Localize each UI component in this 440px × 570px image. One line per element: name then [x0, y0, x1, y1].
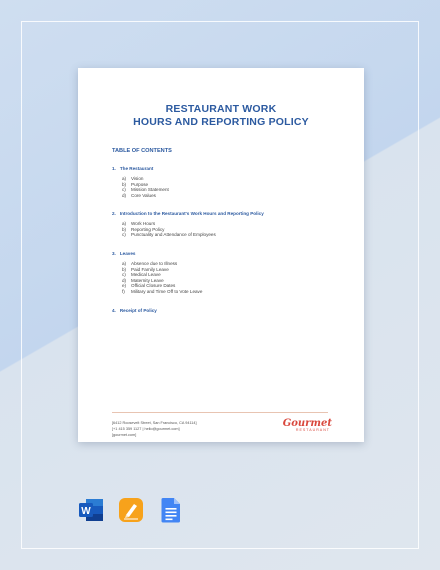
pages-icon[interactable]: [118, 497, 144, 523]
gourmet-logo: [276, 418, 332, 432]
logo-subtext: RESTAURANT: [295, 428, 330, 432]
word-icon[interactable]: [78, 497, 104, 523]
toc-subitem: [122, 232, 352, 238]
section-number: 2.: [112, 211, 116, 216]
toc-section-3: [112, 251, 352, 295]
word-icon-letter: W: [81, 506, 91, 517]
subitem-letter: e): [122, 283, 127, 289]
subitem-text: Mission Statement: [131, 187, 169, 193]
footer-phone-email: [+1 415 359 1127 | hello@gourmet.com]: [112, 427, 180, 431]
subitem-letter: c): [122, 187, 126, 193]
subitem-text: Punctuality and Attendance of Employees: [131, 232, 216, 238]
section-number: 3.: [112, 251, 116, 256]
subitem-text: Paid Family Leave: [131, 266, 169, 272]
section-title-text: Introduction to the Restaurant's Work Hours and Reporting Policy: [119, 211, 264, 216]
subitem-text: Core Values: [131, 192, 156, 198]
footer-divider: [112, 412, 328, 413]
section-number: 1.: [112, 166, 116, 171]
subitem-letter: b): [122, 266, 127, 272]
footer-address: [6412 Roosevelt Street, San Francisco, CA 94114]: [112, 421, 197, 425]
toc-subitems: [112, 261, 352, 295]
toc-subitem: [122, 193, 352, 199]
toc-section-4: [112, 308, 352, 313]
subitem-text: Maternity Leave: [131, 277, 164, 283]
document-title-line1: RESTAURANT WORK: [165, 103, 277, 115]
subitem-text: Reporting Policy: [131, 226, 165, 232]
logo-text: Gourmet: [282, 418, 332, 429]
subitem-text: Absence due to Illness: [131, 261, 178, 266]
toc-section-title: [112, 308, 352, 313]
toc-subitems: [112, 176, 352, 198]
subitem-letter: a): [122, 221, 127, 226]
subitem-letter: a): [122, 176, 127, 181]
google-docs-icon[interactable]: [158, 497, 184, 523]
subitem-text: Medical Leave: [131, 272, 161, 278]
footer-website: [gourmet.com]: [112, 433, 137, 437]
subitem-letter: c): [122, 232, 126, 238]
subitem-letter: b): [122, 226, 127, 232]
toc-section-1: [112, 166, 352, 198]
toc-section-title: [112, 166, 352, 171]
subitem-letter: b): [122, 181, 127, 187]
document-page: [78, 68, 364, 442]
toc-section-title: [112, 211, 352, 216]
section-title-text: The Restaurant: [119, 166, 154, 171]
subitem-text: Purpose: [131, 181, 149, 187]
subitem-letter: d): [122, 277, 127, 283]
subitem-text: Military and Time Off to Vote Leave: [131, 288, 203, 294]
toc-subitems: [112, 221, 352, 238]
toc-subitem: [122, 289, 352, 295]
section-title-text: Receipt of Policy: [119, 308, 157, 313]
footer-contact: [112, 420, 197, 438]
section-title-text: Leaves: [119, 251, 136, 256]
section-number: 4.: [112, 308, 116, 313]
subitem-letter: f): [122, 288, 125, 294]
toc-heading: TABLE OF CONTENTS: [112, 148, 172, 154]
toc-section-2: [112, 211, 352, 238]
subitem-letter: c): [122, 272, 126, 278]
toc-section-title: [112, 251, 352, 256]
subitem-text: Official Closure Dates: [131, 283, 176, 289]
subitem-letter: a): [122, 261, 127, 266]
subitem-letter: d): [122, 192, 127, 198]
subitem-text: Vision: [131, 176, 144, 181]
subitem-text: Work Hours: [131, 221, 156, 226]
document-title-line2: HOURS AND REPORTING POLICY: [133, 116, 309, 128]
